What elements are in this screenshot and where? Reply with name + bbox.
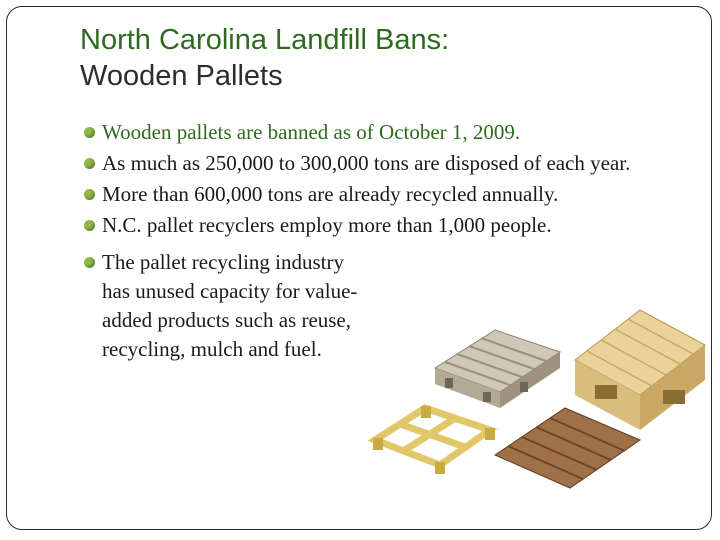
bullet-item [84, 118, 684, 147]
bullet-dot-icon [84, 127, 95, 138]
bullet-item [84, 180, 684, 209]
bullet-dot-icon [84, 189, 95, 200]
bullet-text: The pallet recycling industry has unused capacity for value-added products such as reuse, recycling, mulch and fuel. [102, 250, 358, 361]
bullet-dot-icon [84, 158, 95, 169]
brown-slat-pallet-image [495, 408, 640, 488]
bullet-item [84, 149, 642, 178]
slide-title [80, 22, 680, 94]
bullet-item [84, 248, 372, 364]
title-line-2: Wooden Pallets [80, 60, 283, 92]
yellow-block-pallet-image [373, 406, 495, 474]
bullet-text: N.C. pallet recyclers employ more than 1,000 people. [102, 213, 552, 237]
bullet-dot-icon [84, 220, 95, 231]
bullet-text: More than 600,000 tons are already recycled annually. [102, 182, 559, 206]
pallet-images [365, 290, 720, 490]
weathered-pallet-image [435, 330, 560, 408]
bullet-item [84, 211, 684, 240]
light-wood-pallet-image [575, 310, 705, 430]
bullet-text: Wooden pallets are banned as of October 1, 2009. [102, 120, 521, 144]
title-line-1: North Carolina Landfill Bans: [80, 24, 450, 56]
bullet-text: As much as 250,000 to 300,000 tons are disposed of each year. [102, 151, 631, 175]
bullet-dot-icon [84, 257, 95, 268]
